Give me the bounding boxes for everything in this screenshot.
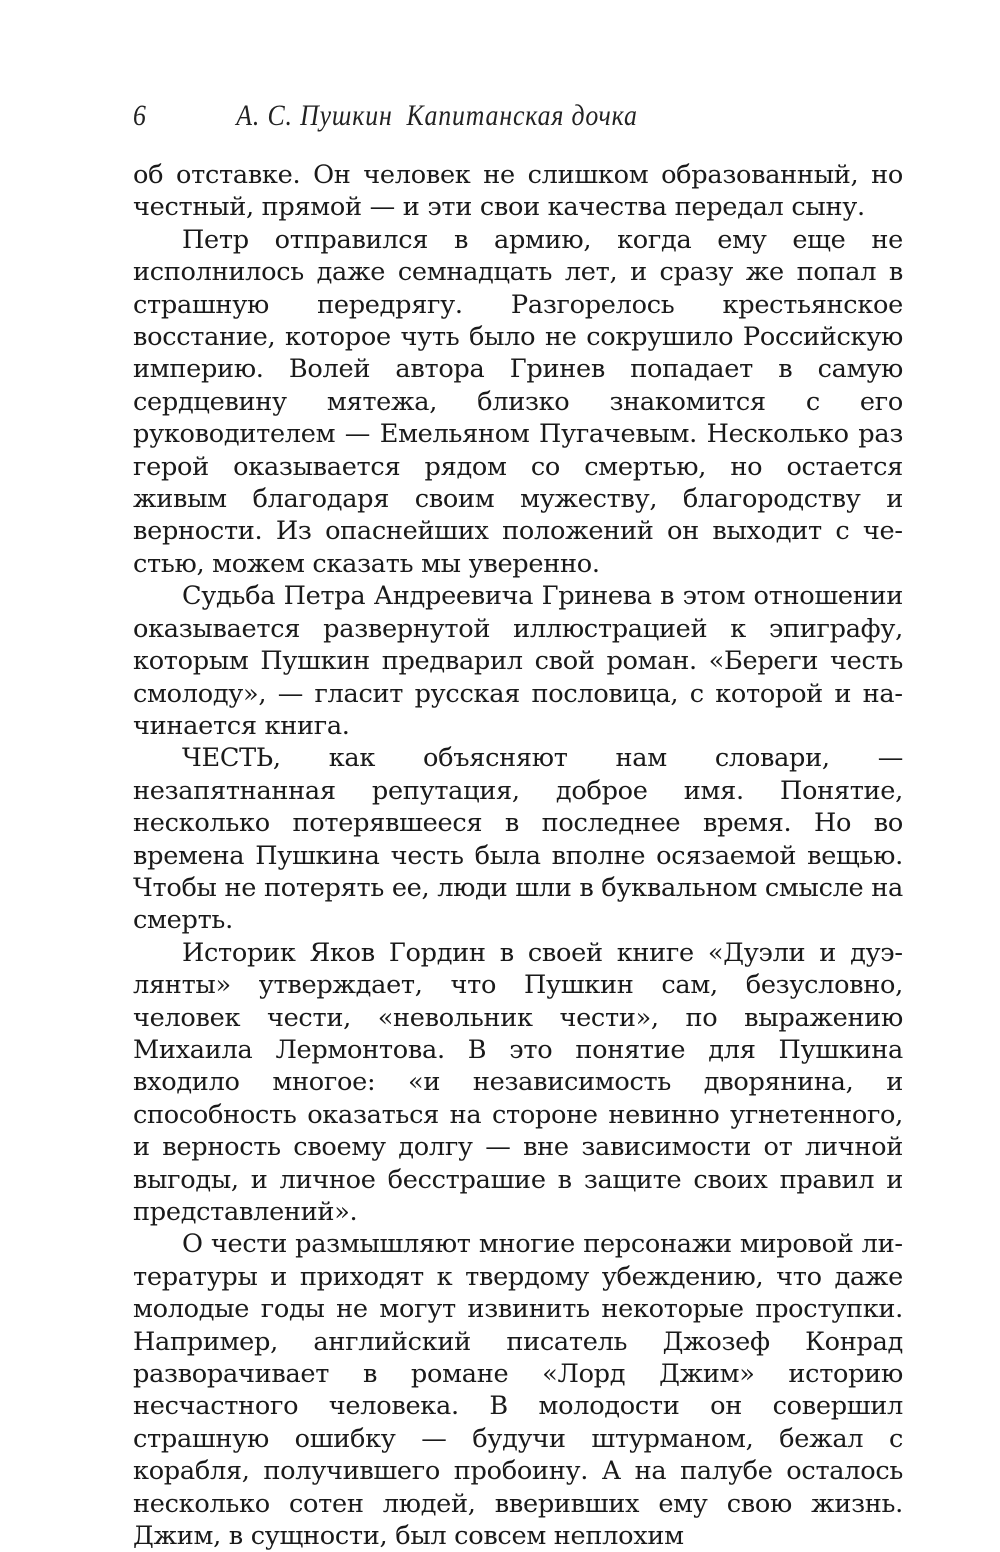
paragraph: Петр отправился в армию, когда ему еще не исполнилось даже семнадцать лет, и сразу же попал в страшную передрягу. Разгорелось крестьянское восстание, которое чуть было не сокрушило Российскую империю. Волей автора Гринев попадает в самую сердцевину мятежа, близко знакомится с его руководителем — Емельяном Пугачевым. Несколько раз герой оказывается рядом со смертью, но остается живым благодаря своим мужеству, благородству и верности. Из опаснейших положений он выходит с честью, можем сказать мы уверенно. <box>133 224 903 579</box>
paragraph: О чести размышляют многие персонажи мировой литературы и приходят к твердому убеждению, что даже молодые годы не могут извинить некоторые проступки. Например, английский писатель Джозеф Конрад разворачивает в романе «Лорд Джим» историю несчастного человека. В молодости он совершил страшную ошибку — будучи штурманом, бежал с корабля, получившего пробоину. А на палубе осталось несколько сотен людей, вверивших ему свою жизнь. Джим, в сущности, был совсем неплохим <box>133 1229 903 1552</box>
running-head-title: Капитанская дочка <box>406 99 638 132</box>
running-head-author: А. С. Пушкин <box>236 99 393 132</box>
book-page <box>133 95 903 1552</box>
paragraph: Историк Яков Гордин в своей книге «Дуэли и дуэлянты» утверждает, что Пушкин сам, безусловно, человек чести, «невольник чести», по выражению Михаила Лермонтова. В это понятие для Пушкина входило многое: «и независимость дворянина, и способность оказаться на стороне невинно угнетенного, и верность своему долгу — вне зависимости от личной выгоды, и личное бесстрашие в защите своих правил и представлений». <box>133 937 903 1227</box>
paragraph: ЧЕСТЬ, как объясняют нам словари, — незапятнанная репутация, доброе имя. Понятие, несколько потерявшееся в последнее время. Но во времена Пушкина честь была вполне осязаемой вещью. Чтобы не потерять ее, люди шли в буквальном смысле на смерть. <box>133 743 903 936</box>
paragraph: об отставке. Он человек не слишком образованный, но честный, прямой — и эти свои качества передал сыну. <box>133 160 903 223</box>
paragraph: Судьба Петра Андреевича Гринева в этом отношении оказывается развернутой иллюстрацией к эпиграфу, которым Пушкин предварил свой роман. «Береги честь смолоду», — гласит русская пословица, с которой и начинается книга. <box>133 581 903 741</box>
page-number: 6 <box>133 99 147 132</box>
body-text <box>133 159 903 1552</box>
running-head <box>133 95 795 145</box>
